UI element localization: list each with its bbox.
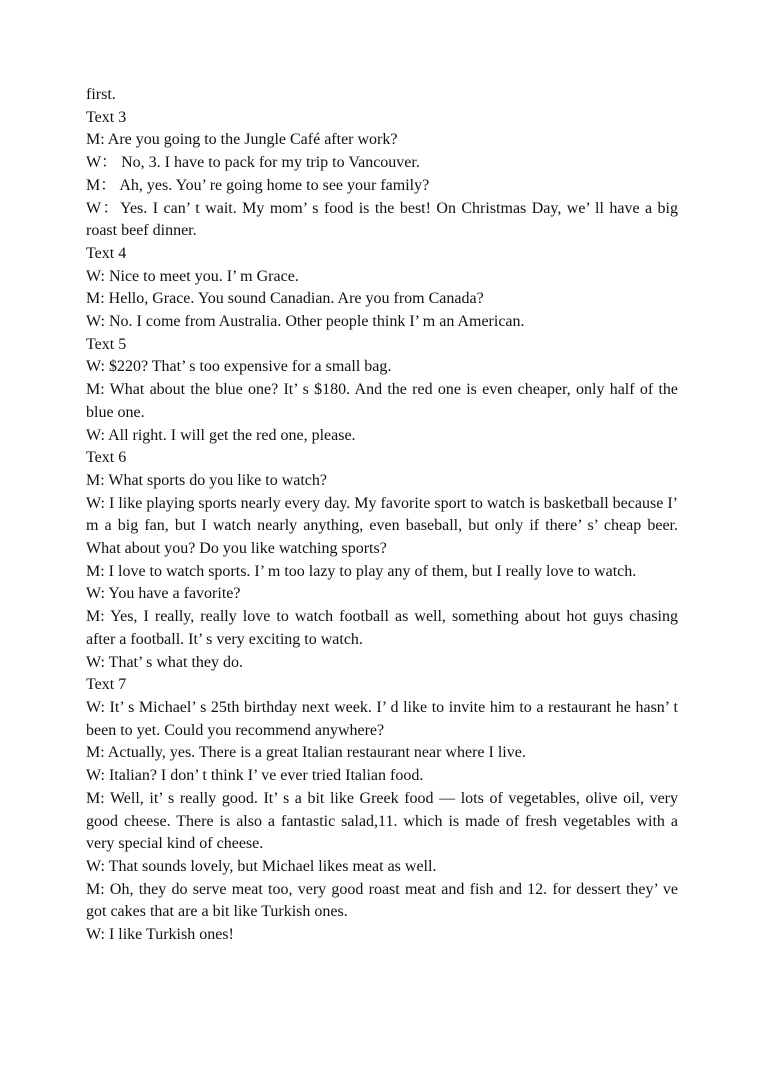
dialogue-line: W：Yes. I can’ t wait. My mom’ s food is the best! On Christmas Day, we’ ll have a big roast beef dinner. (86, 199, 678, 240)
dialogue-line: W: No. I come from Australia. Other people think I’ m an American. (86, 313, 525, 331)
dialogue-line: M: What sports do you like to watch? (86, 471, 327, 489)
dialogue-line: W: I like playing sports nearly every day. My favorite sport to watch is basketball because I’ m a big fan, but I watch nearly anything, even baseball, but only if there’ s’ cheap beer. What about you? Do you like watching sports? (86, 494, 678, 558)
section-heading-text-5: Text 5 (86, 335, 127, 353)
dialogue-line: M: What about the blue one? It’ s $180. And the red one is even cheaper, only half of the blue one. (86, 381, 678, 421)
section-heading-text-6: Text 6 (86, 449, 127, 467)
section-heading-text-7: Text 7 (86, 676, 127, 694)
dialogue-line: W: I like Turkish ones! (86, 926, 234, 944)
dialogue-line: M: Actually, yes. There is a great Italian restaurant near where I live. (86, 744, 526, 762)
dialogue-line: M: Hello, Grace. You sound Canadian. Are you from Canada? (86, 290, 484, 308)
dialogue-line: M： Ah, yes. You’ re going home to see your family? (86, 176, 430, 194)
dialogue-line: M: I love to watch sports. I’ m too lazy to play any of them, but I really love to watch. (86, 562, 637, 580)
dialogue-line: M: Yes, I really, really love to watch football as well, something about hot guys chasing after a football. It’ s very exciting to watch. (86, 608, 678, 648)
dialogue-line: W: Nice to meet you. I’ m Grace. (86, 267, 299, 285)
dialogue-line: W: All right. I will get the red one, please. (86, 426, 356, 444)
dialogue-line: M: Oh, they do serve meat too, very good roast meat and fish and 12. for dessert they’ ve got cakes that are a bit like Turkish ones. (86, 880, 678, 921)
dialogue-line: W: $220? That’ s too expensive for a small bag. (86, 358, 392, 376)
dialogue-line: W: That’ s what they do. (86, 653, 243, 671)
lead-text: first. (86, 86, 116, 103)
dialogue-line: M: Are you going to the Jungle Café after work? (86, 131, 398, 149)
dialogue-line: W: Italian? I don’ t think I’ ve ever tried Italian food. (86, 767, 424, 785)
dialogue-line: M: Well, it’ s really good. It’ s a bit like Greek food — lots of vegetables, olive oil, very good cheese. There is also a fantastic salad,11. which is made of fresh vegetables with a very special kind of cheese. (86, 789, 678, 853)
section-heading-text-3: Text 3 (86, 108, 127, 126)
dialogue-line: W: That sounds lovely, but Michael likes meat as well. (86, 857, 437, 875)
dialogue-line: W: It’ s Michael’ s 25th birthday next week. I’ d like to invite him to a restaurant he hasn’ t been to yet. Could you recommend anywhere? (86, 698, 678, 739)
document-page (86, 84, 678, 947)
dialogue-line: W： No, 3. I have to pack for my trip to Vancouver. (86, 154, 420, 172)
dialogue-line: W: You have a favorite? (86, 585, 241, 603)
section-heading-text-4: Text 4 (86, 244, 127, 262)
